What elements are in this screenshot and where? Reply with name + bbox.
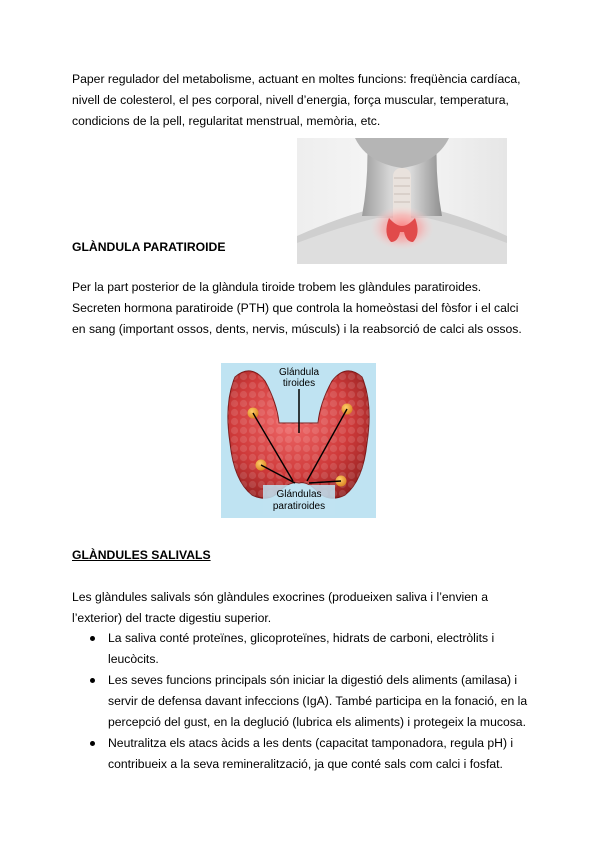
text-line: Les glàndules salivals són glàndules exocrines (produeixen saliva i l’envien a: [72, 590, 488, 604]
text-line: Paper regulador del metabolisme, actuant en moltes funcions: freqüència cardíaca,: [72, 72, 521, 86]
text-line: Neutralitza els atacs àcids a les dents (capacitat tamponadora, regula pH) i: [108, 736, 514, 750]
section-heading-salivals: GLÀNDULES SALIVALS: [72, 548, 211, 562]
list-item: [72, 628, 532, 670]
text-line: en sang (important ossos, dents, nervis, músculs) i la reabsorció de calci als ossos.: [72, 322, 522, 336]
neck-thyroid-illustration: [297, 138, 507, 264]
bullet-icon: [90, 636, 95, 641]
label-glandulas-paratiroides-2: paratiroides: [272, 501, 326, 512]
text-line: condicions de la pell, regularitat menstrual, memòria, etc.: [72, 114, 381, 128]
section-heading-paratiroide: GLÀNDULA PARATIROIDE: [72, 240, 226, 254]
text-line: Secreten hormona paratiroide (PTH) que controla la homeòstasi del fòsfor i el calci: [72, 301, 519, 315]
label-glandulas-paratiroides: Glándulas: [276, 489, 322, 500]
salivals-bullet-list: [72, 628, 532, 775]
text-line: La saliva conté proteïnes, glicoproteïnes, hidrats de carboni, electròlits i: [108, 631, 495, 645]
text-line: l’exterior) del tracte digestiu superior.: [72, 611, 272, 625]
text-line: servir de defensa davant infeccions (IgA). També participa en la fonació, en la: [108, 694, 528, 708]
text-line: percepció del gust, en la deglució (lubrica els aliments) i protegeix la mucosa.: [108, 715, 526, 729]
salivals-intro-paragraph: [72, 587, 532, 629]
text-line: nivell de colesterol, el pes corporal, nivell d’energia, força muscular, temperatura,: [72, 93, 509, 107]
label-glandula-tiroides: Glándula: [278, 367, 320, 378]
bullet-icon: [90, 678, 95, 683]
label-glandula-tiroides-2: tiroides: [282, 378, 316, 389]
bullet-icon: [90, 741, 95, 746]
intro-paragraph: [72, 69, 532, 132]
list-item: [72, 733, 532, 775]
thyroid-parathyroid-diagram: [221, 363, 376, 518]
text-line: contribueix a la seva remineralització, ja que conté sals com calci i fosfat.: [108, 757, 503, 771]
text-line: Per la part posterior de la glàndula tiroide trobem les glàndules paratiroides.: [72, 280, 482, 294]
list-item: [72, 670, 532, 733]
paratiroide-paragraph: [72, 277, 542, 340]
text-line: Les seves funcions principals són iniciar la digestió dels aliments (amilasa) i: [108, 673, 518, 687]
text-line: leucòcits.: [108, 652, 159, 666]
